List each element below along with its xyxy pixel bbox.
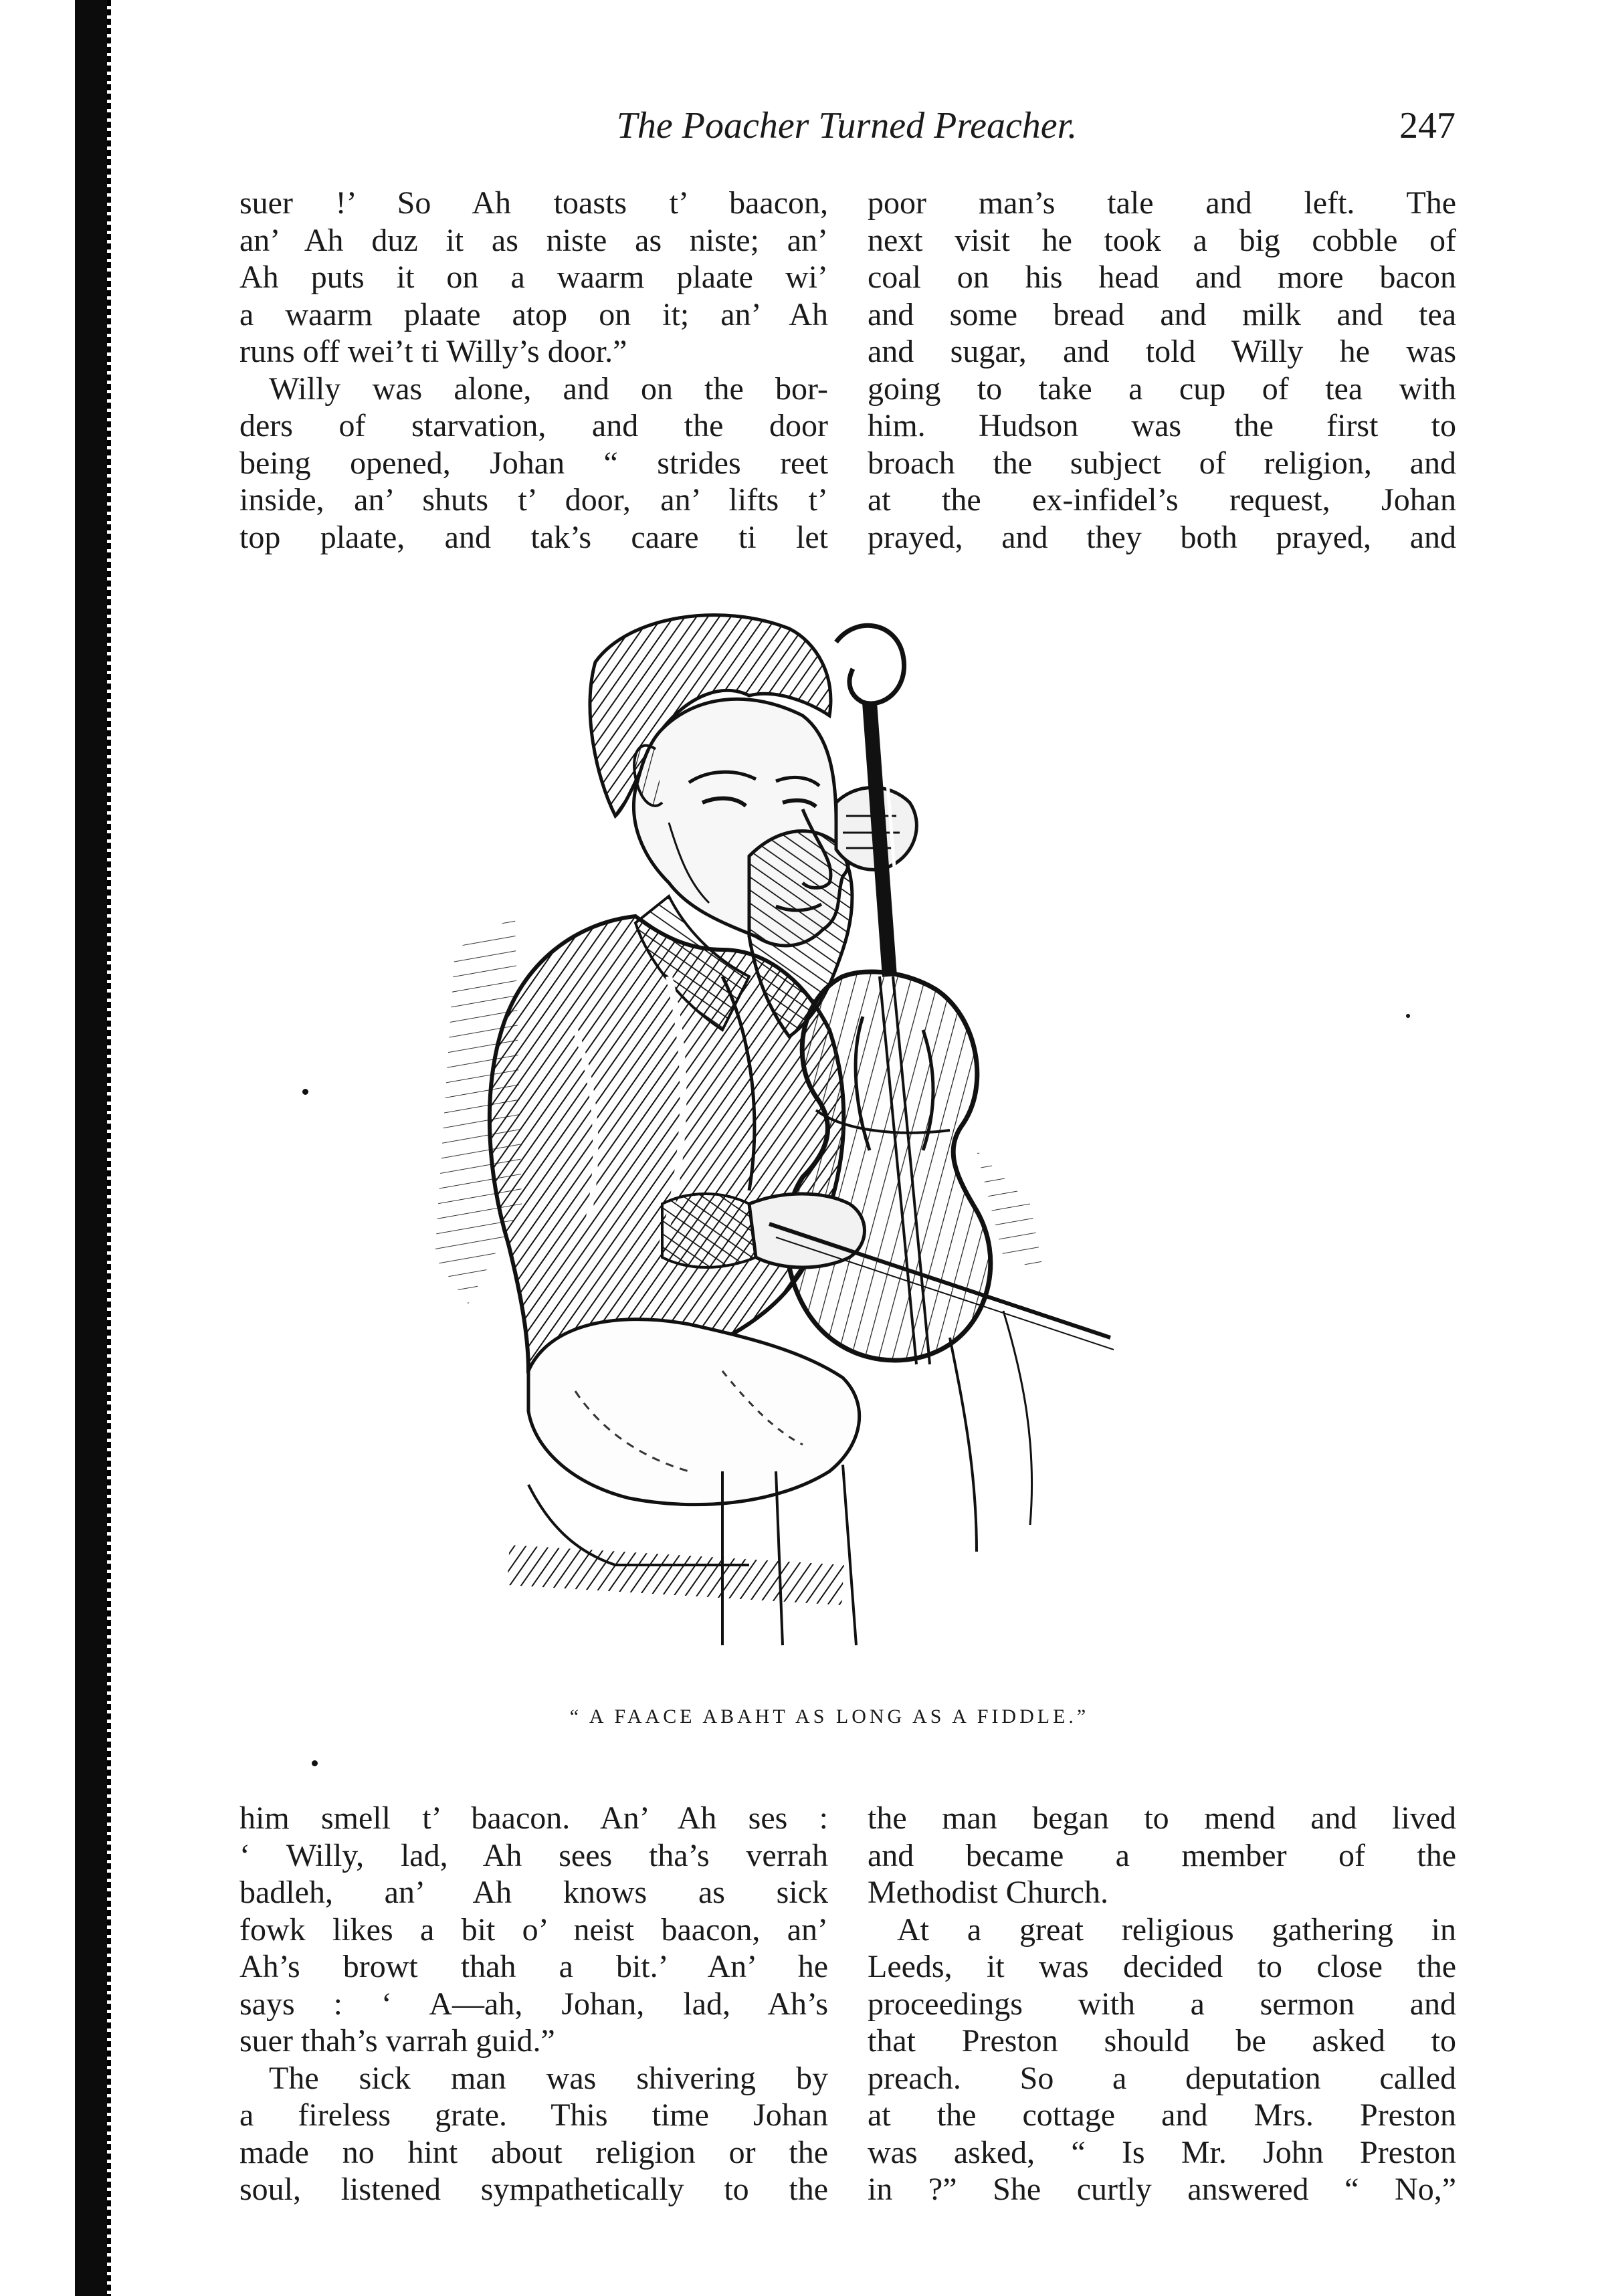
- text-line: was asked, “ Is Mr. John Preston: [868, 2134, 1456, 2170]
- text-line: proceedings with a sermon and: [868, 1986, 1456, 2022]
- lower-right-column: [868, 1800, 1456, 2208]
- text-line: Willy was alone, and on the bor-: [269, 371, 828, 407]
- text-line: says : ‘ A—ah, Johan, lad, Ah’s: [239, 1986, 828, 2022]
- text-line: Ah puts it on a waarm plaate wi’: [239, 259, 828, 295]
- text-line: broach the subject of religion, and: [868, 445, 1456, 481]
- text-line: coal on his head and more bacon: [868, 259, 1456, 295]
- print-speck: [312, 1760, 318, 1766]
- text-line: and some bread and milk and tea: [868, 296, 1456, 332]
- text-line: next visit he took a big cobble of: [868, 222, 1456, 258]
- text-line: a fireless grate. This time Johan: [239, 2097, 828, 2133]
- text-line: top plaate, and tak’s caare ti let: [239, 519, 828, 555]
- text-line: an’ Ah duz it as niste as niste; an’: [239, 222, 828, 258]
- text-line: preach. So a deputation called: [868, 2060, 1456, 2096]
- text-line: at the ex-infidel’s request, Johan: [868, 482, 1456, 518]
- text-line: Ah’s browt thah a bit.’ An’ he: [239, 1949, 828, 1984]
- upper-right-column: [868, 185, 1456, 556]
- text-line: badleh, an’ Ah knows as sick: [239, 1875, 828, 1910]
- text-line: Leeds, it was decided to close the: [868, 1949, 1456, 1984]
- text-line: and became a member of the: [868, 1837, 1456, 1873]
- text-line: a waarm plaate atop on it; an’ Ah: [239, 296, 828, 332]
- print-speck: [1406, 1014, 1410, 1018]
- text-line: that Preston should be asked to: [868, 2023, 1456, 2059]
- text-line: soul, listened sympathetically to the: [239, 2172, 828, 2207]
- text-line: the man began to mend and lived: [868, 1800, 1456, 1836]
- text-line: him smell t’ baacon. An’ Ah ses :: [239, 1800, 828, 1836]
- text-line: fowk likes a bit o’ neist baacon, an’: [239, 1911, 828, 1948]
- text-line: At a great religious gathering in: [897, 1911, 1456, 1948]
- running-header: [238, 99, 1456, 152]
- text-line: inside, an’ shuts t’ door, an’ lifts t’: [239, 482, 828, 518]
- lower-left-column: [239, 1800, 828, 2208]
- text-line: Methodist Church.: [868, 1875, 1108, 1910]
- upper-left-column: [239, 185, 828, 556]
- text-line: ders of starvation, and the door: [239, 408, 828, 443]
- text-line: prayed, and they both prayed, and: [868, 519, 1456, 555]
- text-line: suer !’ So Ah toasts t’ baacon,: [239, 185, 828, 221]
- text-line: being opened, Johan “ strides reet: [239, 445, 828, 481]
- text-line: suer thah’s varrah guid.”: [239, 2023, 555, 2059]
- page-gutter-edge: [107, 0, 111, 2296]
- text-line: ‘ Willy, lad, Ah sees tha’s verrah: [239, 1837, 828, 1873]
- print-speck: [302, 1089, 308, 1095]
- text-line: poor man’s tale and left. The: [868, 185, 1456, 221]
- text-line: him. Hudson was the first to: [868, 408, 1456, 443]
- cellist-illustration: [375, 602, 1311, 1672]
- text-line: going to take a cup of tea with: [868, 371, 1456, 407]
- text-line: runs off wei’t ti Willy’s door.”: [239, 334, 627, 369]
- page-number: 247: [1399, 105, 1456, 146]
- text-line: in ?” She curtly answered “ No,”: [868, 2172, 1456, 2207]
- text-line: at the cottage and Mrs. Preston: [868, 2097, 1456, 2133]
- book-spine-shadow: [75, 0, 107, 2296]
- illustration-caption: “ A FAACE ABAHT AS LONG AS A FIDDLE.”: [569, 1705, 1090, 1728]
- running-title: The Poacher Turned Preacher.: [616, 105, 1078, 146]
- text-line: and sugar, and told Willy he was: [868, 334, 1456, 369]
- text-line: made no hint about religion or the: [239, 2134, 828, 2170]
- text-line: The sick man was shivering by: [269, 2060, 828, 2096]
